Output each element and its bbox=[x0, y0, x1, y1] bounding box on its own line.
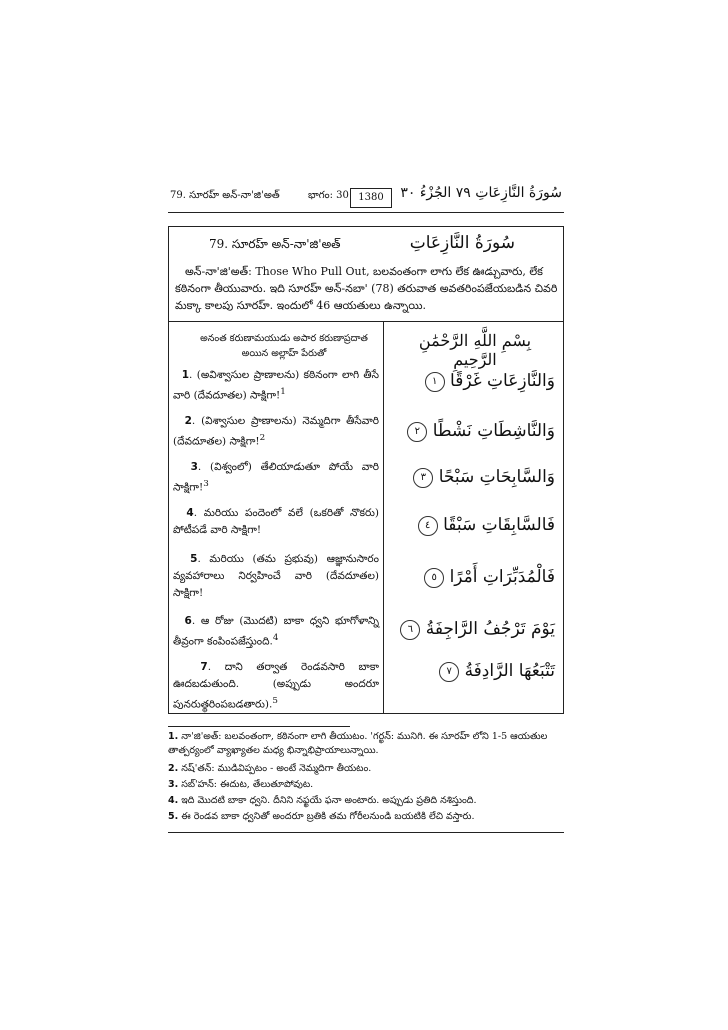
verse-6: 6. ఆ రోజు (మొదటి) బాకా ధ్వని భూగోళాన్ని తీవ్రంగా కంపింపజేస్తుంది.$^4$ bbox=[173, 615, 379, 648]
arabic-verse-5 bbox=[420, 567, 555, 588]
verse-marker: ٥ bbox=[424, 568, 444, 588]
footnote-rule bbox=[168, 726, 350, 727]
header-arabic: سُورَةُ النَّازِعَاتِ ٧٩ الجُزْءُ ٣٠ bbox=[400, 185, 562, 201]
footnote-1 bbox=[168, 730, 564, 758]
arabic-verse-2 bbox=[403, 421, 555, 442]
verse-2: 2. (విశ్వాసుల ప్రాణాలను) నెమ్మదిగా తీసేవారి (దేవదూతల) సాక్షిగా!$^2$ bbox=[173, 415, 379, 448]
verse-number: 1 bbox=[181, 369, 190, 381]
quran-page bbox=[168, 182, 564, 836]
surah-box bbox=[168, 226, 564, 714]
footnote-ref: 2 bbox=[259, 433, 266, 443]
footnote-text: ఈ రెండవ బాకా ధ్వనితో అందరూ బ్రతికి తమ గోరీలనుండి బయటికి లేచి వస్తారు. bbox=[181, 811, 475, 822]
verse-number: 6 bbox=[184, 615, 192, 627]
footnote-number: 1. bbox=[168, 731, 179, 742]
verse-number: 7 bbox=[200, 661, 208, 673]
opening-line: అనంత కరుణామయుడు అపార కరుణాప్రదాత అయిన అల్లాహ్ పేరుతో bbox=[200, 333, 368, 359]
basmala: بِسْمِ اللَّهِ الرَّحْمَٰنِ الرَّحِيمِ bbox=[418, 331, 532, 369]
verse-marker: ١ bbox=[425, 372, 445, 392]
footnote-text: నష్'తన్: ముడివిప్పటం - అంటే నెమ్మదిగా తీయటం. bbox=[181, 763, 372, 774]
verse-4: 4. మరియు పందెంలో వలే (ఒకరితో నొకరు) పోటీపడే వారి సాక్షిగా! bbox=[173, 507, 379, 536]
footnote-2 bbox=[168, 762, 564, 776]
footnote-number: 4. bbox=[168, 795, 179, 806]
arabic-verse-1 bbox=[421, 371, 555, 392]
page-number: 1380 bbox=[350, 188, 392, 208]
surah-title-arabic: سُورَةُ النَّازِعَاتِ bbox=[409, 233, 515, 253]
footnote-ref: 1 bbox=[280, 387, 286, 397]
footnote-number: 5. bbox=[168, 811, 179, 822]
footnote-3 bbox=[168, 778, 564, 792]
surah-title: 79. సూరహ్ అన్-నా'జి'అత్ bbox=[209, 237, 341, 251]
arabic-text: فَالْمُدَبِّرَاتِ أَمْرًا bbox=[449, 567, 555, 587]
verse-number: 3 bbox=[190, 461, 198, 473]
verse-1: 1. (అవిశ్వాసుల ప్రాణాలను) కఠినంగా లాగి తీసే వారి (దేవదూతల) సాక్షిగా!$^1$ bbox=[173, 369, 379, 402]
arabic-text: وَالنَّازِعَاتِ غَرْقًا bbox=[450, 371, 555, 391]
arabic-text: تَتْبَعُهَا الرَّادِفَةُ bbox=[464, 661, 555, 681]
arabic-verse-4 bbox=[414, 515, 555, 536]
arabic-text: وَالسَّابِحَاتِ سَبْحًا bbox=[438, 467, 555, 487]
arabic-text: يَوْمَ تَرْجُفُ الرَّاجِفَةُ bbox=[425, 619, 555, 639]
arabic-verse-7 bbox=[435, 661, 555, 682]
verse-marker: ٦ bbox=[400, 620, 420, 640]
divider bbox=[169, 321, 563, 322]
footnote-4 bbox=[168, 794, 564, 808]
footnote-text: నా'జి'అత్: బలవంతంగా, కఠినంగా లాగి తీయుటం. 'గర్ఖన్: మునిగి. ఈ సూరహ్ లోని 1-5 ఆయతుల తాత్పర్యంలో వ్యాఖ్యాతల మధ్య భిన్నాభిప్రాయాలున్నాయి. bbox=[168, 731, 548, 756]
verse-text: (విశ్వంలో) తేలియాడుతూ పోయే వారి సాక్షిగా! bbox=[173, 461, 379, 494]
verse-marker: ٧ bbox=[439, 662, 459, 682]
verse-marker: ٣ bbox=[413, 468, 433, 488]
verse-5: 5. మరియు (తమ ప్రభువు) ఆజ్ఞానుసారం వ్యవహారాలు నిర్వహించే వారి (దేవదూతల) సాక్షిగా! bbox=[173, 553, 379, 599]
header-part: భాగం: 30 bbox=[308, 190, 349, 201]
footnote-ref: 5 bbox=[272, 696, 278, 706]
verse-text: దాని తర్వాత రెండవసారి బాకా ఊదబడుతుంది. (అప్పుడు అందరూ పునరుత్థరింపబడతారు). bbox=[173, 661, 379, 711]
verse-7: 7. దాని తర్వాత రెండవసారి బాకా ఊదబడుతుంది. (అప్పుడు అందరూ పునరుత్థరింపబడతారు).$^5$ bbox=[173, 661, 379, 711]
arabic-verse-6 bbox=[396, 619, 555, 640]
arabic-text: وَالنَّاشِطَاتِ نَشْطًا bbox=[432, 421, 555, 441]
header-surah-name: 79. సూరహ్ అన్-నా'జి'అత్ bbox=[170, 190, 280, 201]
verse-text: మరియు పందెంలో వలే (ఒకరితో నొకరు) పోటీపడే వారి సాక్షిగా! bbox=[173, 507, 379, 536]
page-header bbox=[168, 182, 564, 213]
arabic-text: فَالسَّابِقَاتِ سَبْقًا bbox=[443, 515, 555, 535]
verse-text: మరియు (తమ ప్రభువు) ఆజ్ఞానుసారం వ్యవహారాలు నిర్వహించే వారి (దేవదూతల) సాక్షిగా! bbox=[173, 553, 379, 599]
surah-intro: అన్-నా'జి'అత్: Those Who Pull Out, బలవంతంగా లాగు లేక ఊడ్చువారు, లేక కఠినంగా తీయువారు. ఇది సూరహ్ అన్-నబా' (78) తరువాత అవతరింపజేయబడిన చివరి మక్కా కాలపు సూరహ్. ఇందులో 46 ఆయతులు ఉన్నాయి. bbox=[175, 265, 558, 312]
footnote-5 bbox=[168, 810, 564, 824]
footnote-ref: 3 bbox=[203, 479, 209, 489]
verse-marker: ٢ bbox=[407, 422, 427, 442]
verse-number: 2 bbox=[184, 415, 192, 427]
verse-number: 5 bbox=[190, 553, 198, 565]
verse-marker: ٤ bbox=[418, 516, 438, 536]
verse-3: 3. (విశ్వంలో) తేలియాడుతూ పోయే వారి సాక్షిగా!$^3$ bbox=[173, 461, 379, 494]
verse-text: ఆ రోజు (మొదటి) బాకా ధ్వని భూగోళాన్ని తీవ్రంగా కంపింపజేస్తుంది. bbox=[173, 615, 379, 648]
footnote-ref: 4 bbox=[272, 633, 279, 643]
verse-number: 4 bbox=[186, 507, 194, 519]
verse-text: (అవిశ్వాసుల ప్రాణాలను) కఠినంగా లాగి తీసే వారి (దేవదూతల) సాక్షిగా! bbox=[173, 369, 379, 402]
arabic-verse-3 bbox=[409, 467, 555, 488]
footnote-number: 3. bbox=[168, 779, 179, 790]
footnote-number: 2. bbox=[168, 763, 179, 774]
verse-text: (విశ్వాసుల ప్రాణాలను) నెమ్మదిగా తీసేవారి (దేవదూతల) సాక్షిగా! bbox=[173, 415, 379, 448]
footnote-text: ఇది మొదటి బాకా ధ్వని. దీనిని నఫ్ఖయే ఫనా అంటారు. అప్పుడు ప్రతిది నశిస్తుంది. bbox=[181, 795, 477, 806]
bottom-rule bbox=[168, 832, 564, 833]
footnote-text: సబ్'హన్: ఈదుట, తేలుతూపోవుట. bbox=[181, 779, 314, 790]
column-divider bbox=[383, 321, 384, 713]
